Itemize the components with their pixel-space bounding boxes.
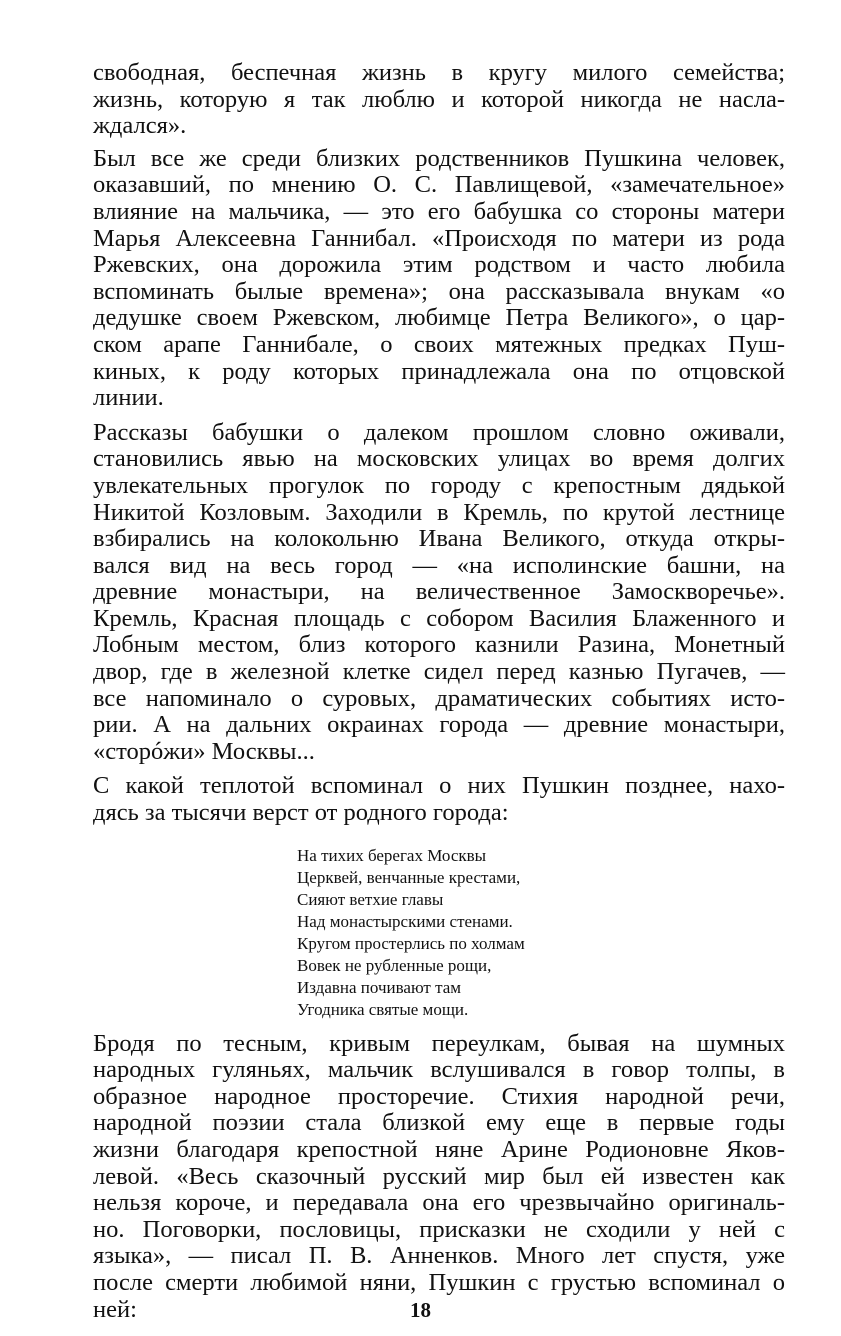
text-line: жизни благодаря крепостной няне Арине Родионовне Яков- — [93, 1136, 785, 1163]
poem-line: На тихих берегах Москвы — [297, 845, 487, 865]
text-line: вспоминать былые времена»; она рассказывала внукам «о — [93, 277, 785, 305]
poem-line: Церквей, венчанные крестами, — [297, 867, 521, 887]
page-body — [93, 60, 785, 1323]
text-line: Рассказы бабушки о далеком прошлом словно оживали, — [93, 418, 785, 446]
text-line: нельзя короче, и передавала она его чрезвычайно оригиналь- — [93, 1189, 785, 1217]
text-line: дедушке своем Ржевском, любимце Петра Великого», о цар- — [93, 304, 785, 332]
text-line: взбирались на колокольню Ивана Великого, откуда откры- — [93, 525, 785, 553]
text-line: жизнь, которую я так люблю и которой никогда не насла- — [93, 85, 785, 113]
text-line: Был все же среди близких родственников Пушкина человек, — [93, 144, 785, 172]
text-line: С какой теплотой вспоминал о них Пушкин позднее, нахо- — [93, 772, 785, 800]
text-line: ней: — [93, 1295, 137, 1323]
text-line: все напоминало о суровых, драматических событиях исто- — [93, 684, 785, 712]
text-line: ждался». — [93, 112, 187, 140]
text-line: линии. — [93, 384, 164, 412]
text-line: дясь за тысячи верст от родного города: — [93, 799, 509, 827]
text-line: Бродя по тесным, кривым переулкам, бывая на шумных — [93, 1029, 785, 1057]
poem-line: Сияют ветхие главы — [297, 889, 444, 909]
paragraph-2 — [93, 146, 785, 412]
text-line: но. Поговорки, пословицы, присказки не сходили у ней с — [93, 1215, 785, 1243]
page-number: 18 — [410, 1298, 431, 1322]
text-line: свободная, беспечная жизнь в кругу милого семейства; — [93, 59, 785, 86]
poem-line: Кругом простерлись по холмам — [297, 933, 525, 953]
paragraph-1 — [93, 60, 785, 140]
text-line: Никитой Козловым. Заходили в Кремль, по крутой лестнице — [93, 498, 785, 526]
text-line: двор, где в железной клетке сидел перед казнью Пугачев, — — [93, 658, 785, 686]
text-line: Кремль, Красная площадь с собором Василия Блаженного и — [93, 604, 785, 632]
text-line: становились явью на московских улицах во время долгих — [93, 445, 785, 473]
text-line: народной поэзии стала близкой ему еще в первые годы — [93, 1109, 785, 1137]
text-line: киных, к роду которых принадлежала она по отцовской — [93, 357, 785, 385]
poem-line: Над монастырскими стенами. — [297, 911, 513, 931]
text-line: оказавший, по мнению О. С. Павлищевой, «замечательное» — [93, 171, 785, 199]
text-line: рии. А на дальних окраинах города — древние монастыри, — [93, 711, 785, 739]
poem-line: Вовек не рубленные рощи, — [297, 955, 492, 975]
poem-line: Издавна почивают там — [297, 977, 462, 997]
text-line: образное народное просторечие. Стихия народной речи, — [93, 1082, 785, 1110]
paragraph-5 — [93, 1031, 785, 1324]
paragraph-3 — [93, 420, 785, 766]
text-line: Лобным местом, близ которого казнили Разина, Монетный — [93, 631, 785, 659]
text-line: «сторóжи» Москвы... — [93, 737, 315, 765]
text-line: увлекательных прогулок по городу с крепостным дядькой — [93, 471, 785, 499]
text-line: языка», — писал П. В. Анненков. Много лет спустя, уже — [93, 1242, 785, 1270]
text-line: Марья Алексеевна Ганнибал. «Происходя по матери из рода — [93, 224, 785, 252]
text-line: вался вид на весь город — «на исполинские башни, на — [93, 551, 785, 579]
text-line: Ржевских, она дорожила этим родством и часто любила — [93, 251, 785, 279]
text-line: народных гуляньях, мальчик вслушивался в говор толпы, в — [93, 1056, 785, 1084]
text-line: ском арапе Ганнибале, о своих мятежных предках Пуш- — [93, 330, 785, 358]
paragraph-4 — [93, 773, 785, 826]
text-line: древние монастыри, на величественное Замоскворечье». — [93, 578, 785, 606]
poem-quote — [297, 845, 785, 1021]
text-line: влияние на мальчика, — это его бабушка со стороны матери — [93, 197, 785, 225]
text-line: после смерти любимой няни, Пушкин с грустью вспоминал о — [93, 1268, 785, 1296]
text-line: левой. «Весь сказочный русский мир был ей известен как — [93, 1162, 785, 1190]
poem-line: Угодника святые мощи. — [297, 999, 469, 1019]
